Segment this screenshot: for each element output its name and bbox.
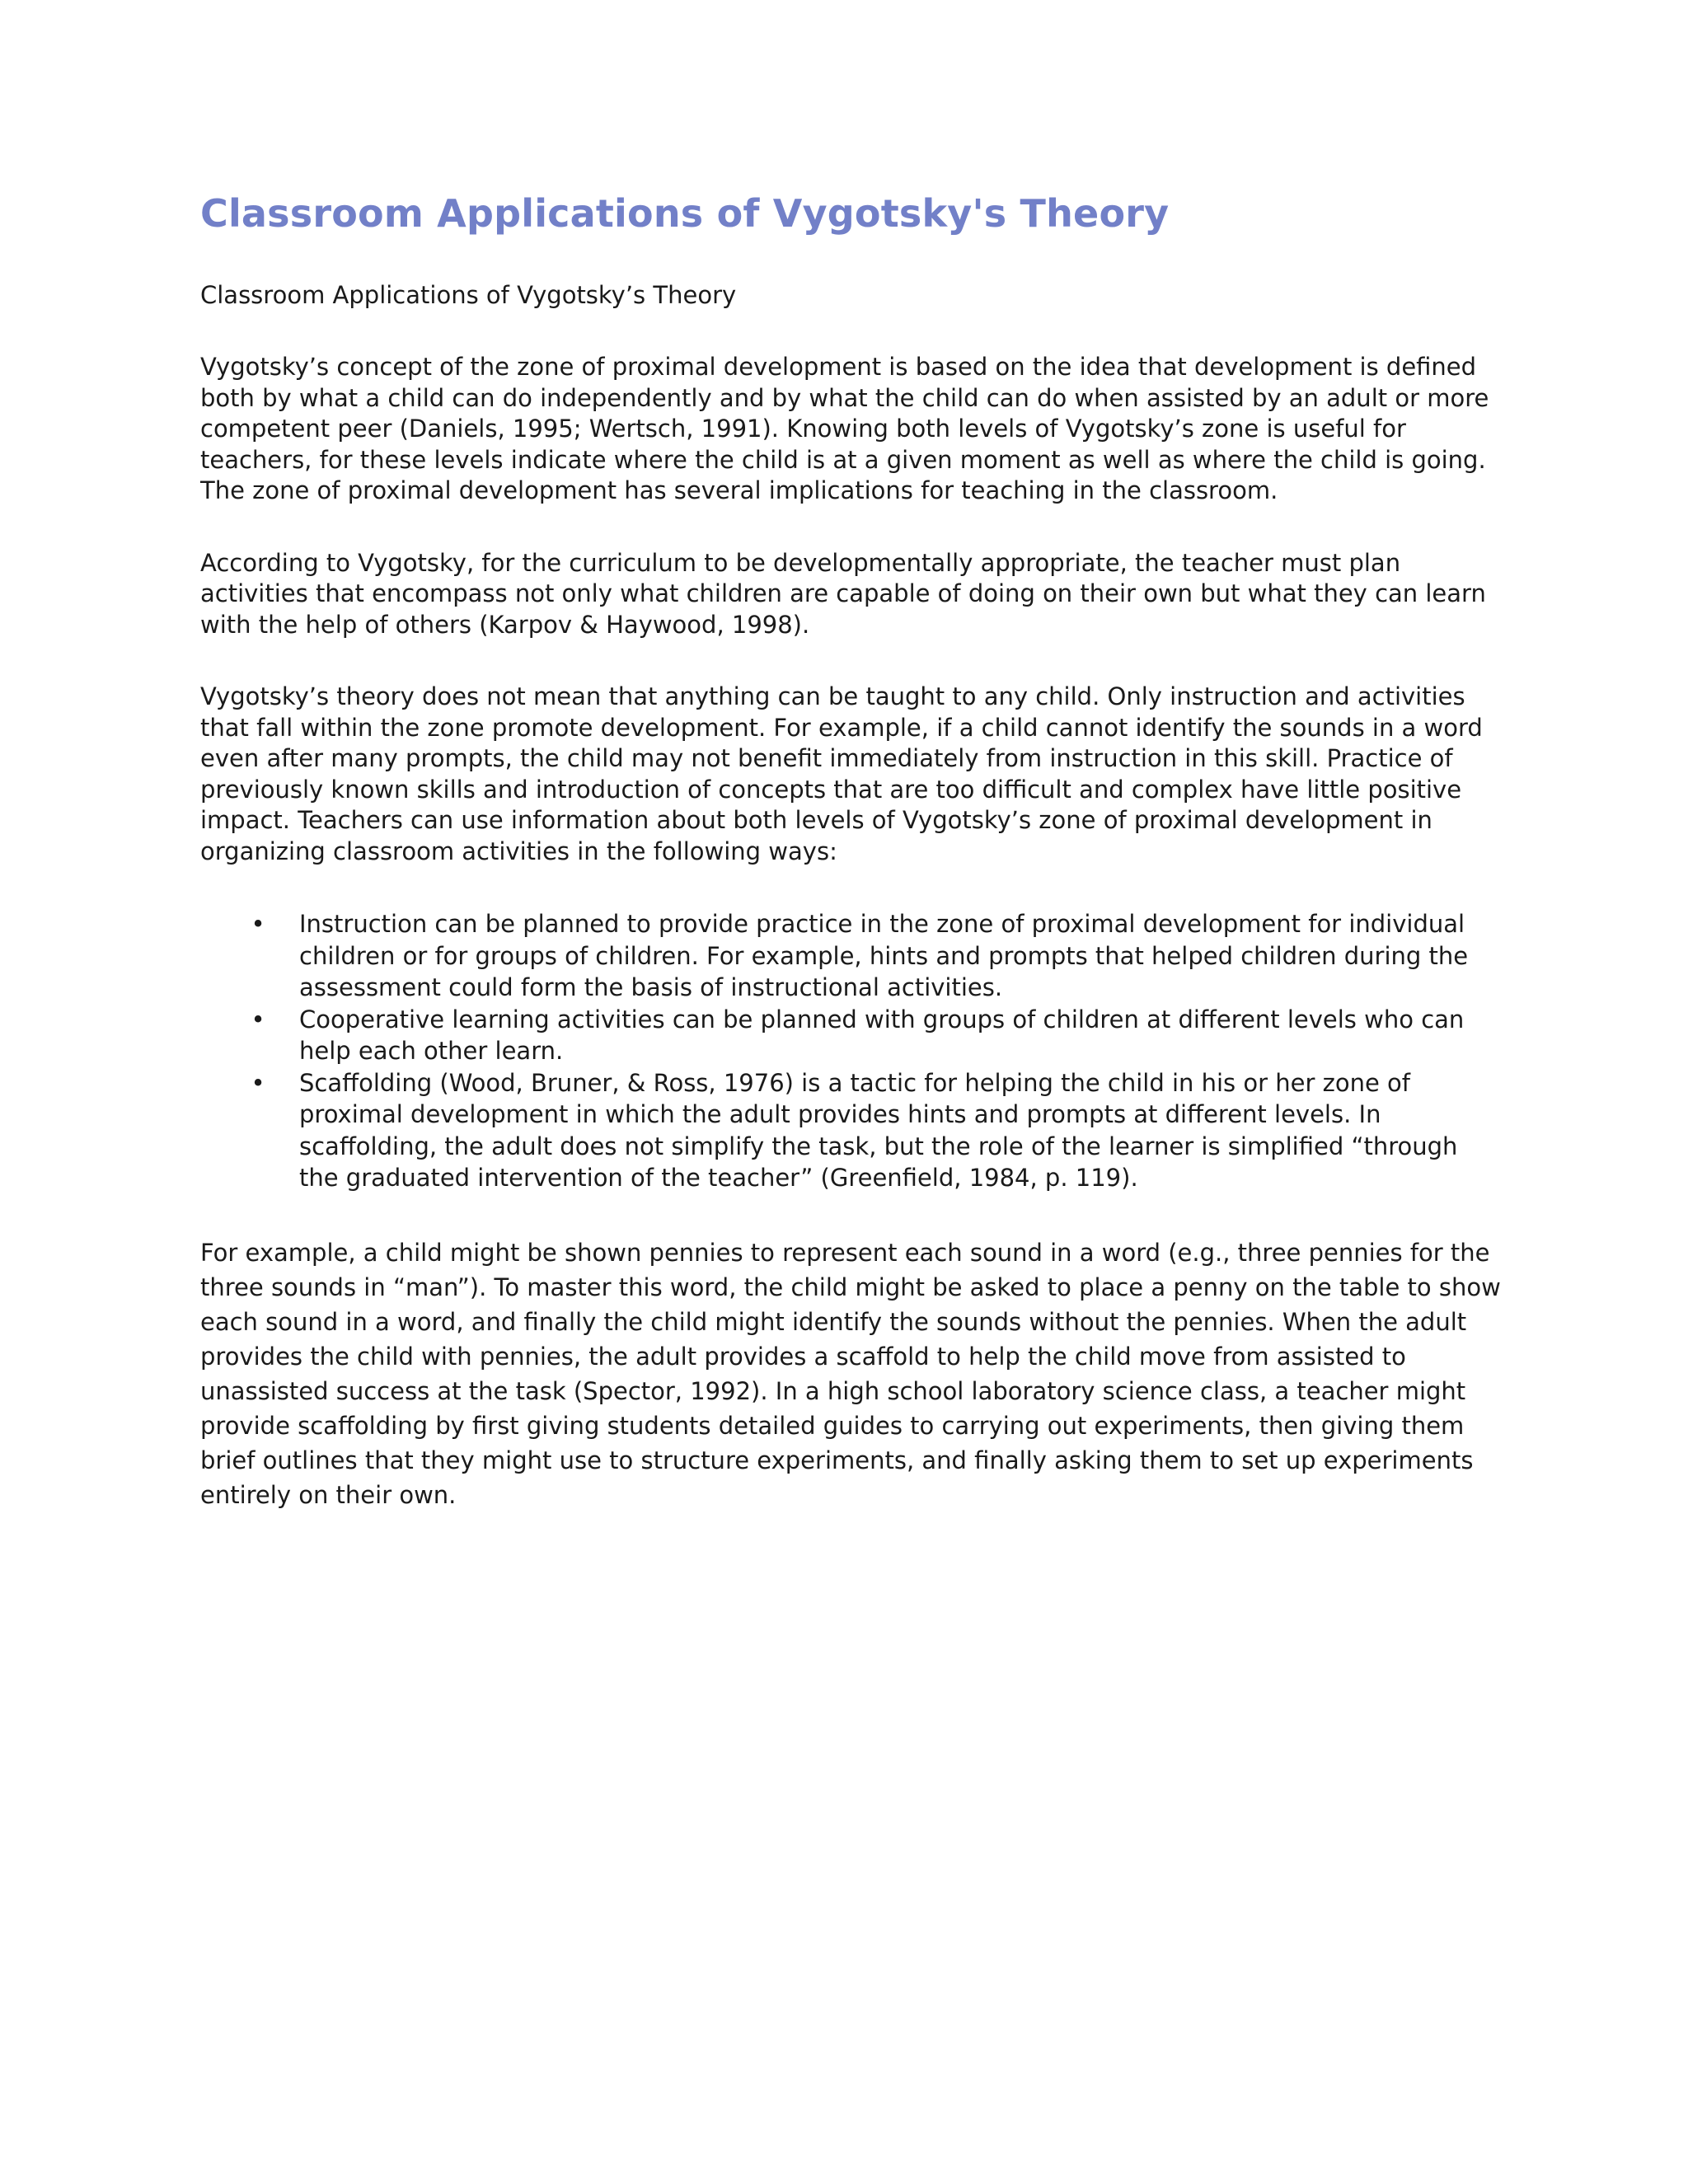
list-item-text: Cooperative learning activities can be planned with groups of children at different levels who can help each other learn. (299, 1005, 1465, 1066)
list-item-text: Instruction can be planned to provide practice in the zone of proximal development for individual children or for groups of children. For example, hints and prompts that helped children during the assessment could form the basis of instructional activities. (299, 910, 1469, 1002)
bullet-dot-icon: • (251, 1005, 265, 1033)
list-item (200, 908, 1503, 1004)
paragraph-zone-definition: Vygotsky’s concept of the zone of proximal development is based on the idea that development is defined both by what a child can do independently and by what the child can do when assisted by an adult or more competent peer (Daniels, 1995; Wertsch, 1991). Knowing both levels of Vygotsky’s zone is useful for teachers, for these levels indicate where the child is at a given moment as well as where the child is going. The zone of proximal development has several implications for teaching in the classroom. (200, 353, 1489, 505)
document-body (200, 191, 1503, 1554)
list-item-text: Scaffolding (Wood, Bruner, & Ross, 1976) is a tactic for helping the child in his or her zone of proximal development in which the adult provides hints and prompts at different levels. In scaffolding, the adult does not simplify the task, but the role of the learner is simplified “through the graduated intervention of the teacher” (Greenfield, 1984, p. 119). (299, 1068, 1458, 1193)
bullet-list (200, 908, 1503, 1194)
list-item (200, 1004, 1503, 1067)
document-subtitle: Classroom Applications of Vygotsky’s Theory (200, 281, 737, 310)
page-title: Classroom Applications of Vygotsky's Theory (200, 191, 1170, 236)
paragraph-scaffolding-example: For example, a child might be shown pennies to represent each sound in a word (e.g., three pennies for the three sounds in “man”). To master this word, the child might be asked to place a penny on the table to show each sound in a word, and finally the child might identify the sounds without the pennies. When the adult provides the child with pennies, the adult provides a scaffold to help the child move from assisted to unassisted success at the task (Spector, 1992). In a high school laboratory science class, a teacher might provide scaffolding by first giving students detailed guides to carrying out experiments, then giving them brief outlines that they might use to structure experiments, and finally asking them to set up experiments entirely on their own. (200, 1238, 1501, 1509)
paragraph-curriculum: According to Vygotsky, for the curriculum to be developmentally appropriate, the teacher must plan activities that encompass not only what children are capable of doing on their own but what they can learn with the help of others (Karpov & Haywood, 1998). (200, 548, 1486, 639)
bullet-dot-icon: • (251, 1068, 265, 1097)
list-item (200, 1067, 1503, 1194)
bullet-dot-icon: • (251, 910, 265, 939)
paragraph-theory-limits: Vygotsky’s theory does not mean that anything can be taught to any child. Only instruction and activities that fall within the zone promote development. For example, if a child cannot identify the sounds in a word even after many prompts, the child may not benefit immediately from instruction in this skill. Practice of previously known skills and introduction of concepts that are too difficult and complex have little positive impact. Teachers can use information about both levels of Vygotsky’s zone of proximal development in organizing classroom activities in the following ways: (200, 682, 1483, 865)
